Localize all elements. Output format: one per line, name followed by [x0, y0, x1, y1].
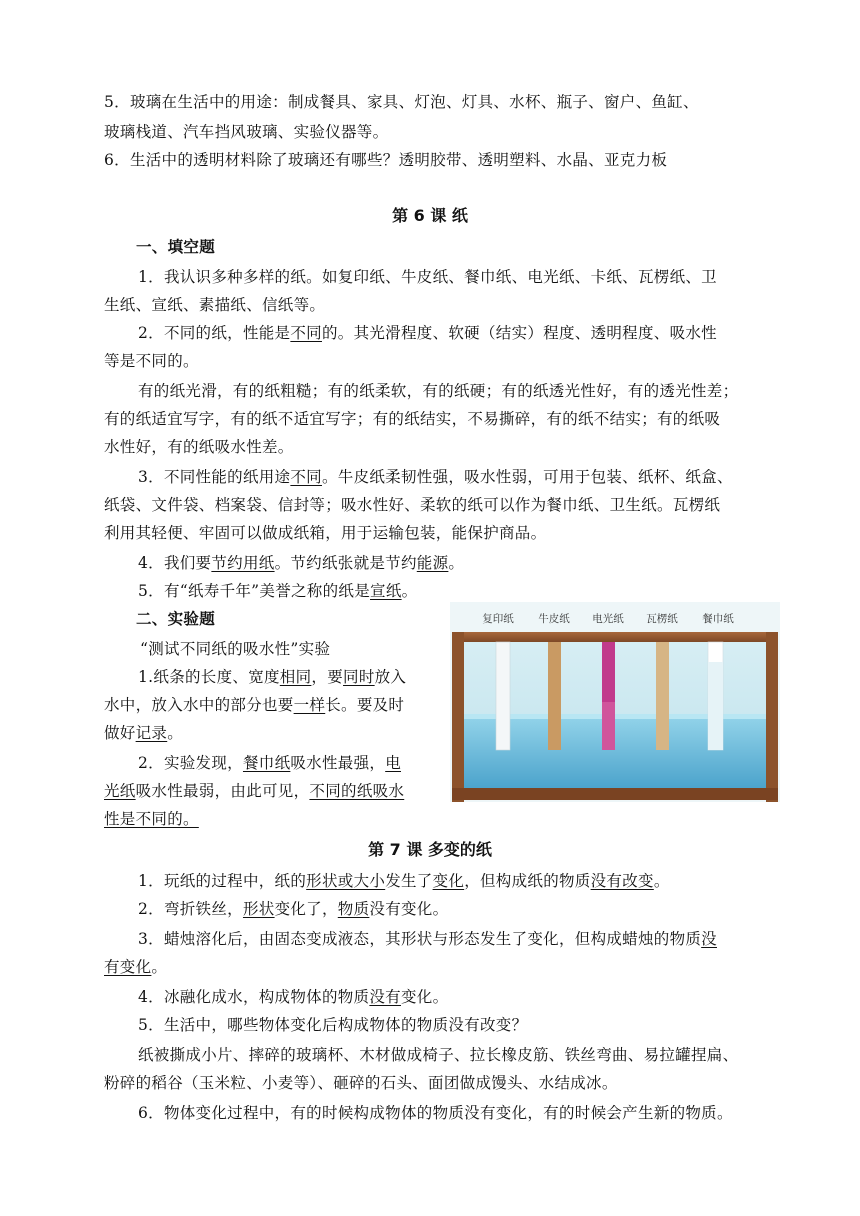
underlined-answer: 一样: [293, 696, 326, 714]
text: 长。要及时: [325, 696, 405, 714]
frame-left: [452, 632, 464, 802]
underlined-answer: 物质: [337, 900, 370, 918]
text: 4．我们要: [138, 554, 212, 572]
glass-uses-line1: 5．玻璃在生活中的用途：制成餐具、家具、灯泡、灯具、水杯、瓶子、窗户、鱼缸、: [104, 93, 699, 111]
underlined-answer: 节约用纸: [211, 554, 275, 572]
lesson6-title: 第 6 课 纸: [392, 206, 468, 225]
text: 变化了，: [274, 900, 338, 918]
frame-bottom: [452, 788, 778, 800]
l6-para-line1: 有的纸光滑，有的纸粗糙；有的纸柔软，有的纸硬；有的纸透光性好，有的透光性差；: [138, 382, 739, 400]
underlined-answer: 性是不同的。: [104, 810, 199, 828]
l6-item3-line2: 纸袋、文件袋、档案袋、信封等；吸水性好、柔软的纸可以作为餐巾纸、卫生纸。瓦楞纸: [104, 496, 721, 514]
underlined-answer: 光纸: [104, 782, 136, 800]
l6-item2-line2: 等是不同的。: [104, 352, 199, 370]
text: ，但构成纸的物质: [464, 872, 591, 890]
glossy-paper-strip-top: [602, 642, 615, 702]
frame-right: [766, 632, 778, 802]
text: 吸水性最强，: [290, 754, 386, 772]
label-napkin-paper: 餐巾纸: [702, 613, 734, 625]
napkin-wet-portion: [708, 662, 723, 750]
underlined-answer: 不同: [290, 468, 322, 486]
underlined-answer: 相同: [279, 668, 312, 686]
text: 1.纸条的长度、宽度: [138, 668, 280, 686]
l7-item6: 6．物体变化过程中，有的时候构成物体的物质没有变化，有的时候会产生新的物质。: [138, 1104, 733, 1122]
text: 变化。: [400, 988, 449, 1006]
underlined-answer: 不同: [290, 324, 322, 342]
l6-item2-line1: [138, 318, 818, 348]
paper-absorbency-illustration: [450, 602, 780, 802]
l7-item4: [138, 982, 818, 1012]
text: 水中，放入水中的部分也要: [104, 696, 294, 714]
underlined-answer: 宣纸: [370, 582, 402, 600]
experiment-title: “测试不同纸的吸水性”实验: [140, 640, 331, 658]
underlined-answer: 形状: [242, 900, 275, 918]
corrugated-paper-strip: [656, 642, 669, 750]
underlined-answer: 能源: [416, 554, 449, 572]
text: 。: [401, 582, 418, 600]
text: 的。其光滑程度、软硬（结实）程度、透明程度、吸水性: [321, 324, 717, 342]
text: 3．蜡烛溶化后，由固态变成液态，其形状与形态发生了变化，但构成蜡烛的物质: [138, 930, 702, 948]
text: 1．玩纸的过程中，纸的: [138, 872, 307, 890]
fill-blank-heading: 一、填空题: [136, 238, 216, 256]
l6-para-line3: 水性好，有的纸吸水性差。: [104, 438, 294, 456]
glass-uses-line2: 玻璃栈道、汽车挡风玻璃、实验仪器等。: [104, 123, 389, 141]
text: 做好: [104, 724, 136, 742]
underlined-answer: 餐巾纸: [242, 754, 291, 772]
l7-item2: [138, 894, 818, 924]
l7-para-line2: 粉碎的稻谷（玉米粒、小麦等）、砸碎的石头、面团做成馒头、水结成冰。: [104, 1074, 618, 1092]
text: 放入: [374, 668, 407, 686]
underlined-answer: 同时: [343, 668, 375, 686]
l6-para-line2: 有的纸适宜写字，有的纸不适宜写字；有的纸结实，不易撕碎，有的纸不结实；有的纸吸: [104, 410, 721, 428]
text: 4．冰融化成水，构成物体的物质: [138, 988, 370, 1006]
text: ，要: [311, 668, 344, 686]
label-kraft-paper: 牛皮纸: [538, 613, 570, 625]
text: 。: [151, 958, 168, 976]
underlined-answer: 变化: [432, 872, 465, 890]
text: 没有变化。: [369, 900, 449, 918]
water-tank-figure: [450, 602, 780, 802]
l6-item4: [138, 548, 818, 578]
l7-item5: 5．生活中，哪些物体变化后构成物体的物质没有改变？: [138, 1016, 528, 1034]
underlined-answer: 电: [385, 754, 401, 772]
l6-item1-line1: 1．我认识多种多样的纸。如复印纸、牛皮纸、餐巾纸、电光纸、卡纸、瓦楞纸、卫: [138, 268, 717, 286]
l7-item3-line1: [138, 924, 818, 954]
transparent-materials-line: 6．生活中的透明材料除了玻璃还有哪些？透明胶带、透明塑料、水晶、亚克力板: [104, 151, 668, 169]
l6-item3-line1: [138, 462, 818, 492]
l6-item3-line3: 利用其轻便、牢固可以做成纸箱，用于运输包装，能保护商品。: [104, 524, 547, 542]
text: 发生了: [385, 872, 433, 890]
copy-paper-strip: [496, 642, 510, 750]
underlined-answer: 不同的纸吸水: [309, 782, 405, 800]
underlined-answer: 没有改变: [590, 872, 654, 890]
text: 。节约纸张就是节约: [274, 554, 417, 572]
text: 。: [653, 872, 670, 890]
text: 2．弯折铁丝，: [138, 900, 243, 918]
text: 。: [448, 554, 465, 572]
underlined-answer: 没: [701, 930, 717, 948]
underlined-answer: 没有: [369, 988, 401, 1006]
underlined-answer: 记录: [135, 724, 168, 742]
l6-item1-line2: 生纸、宣纸、素描纸、信纸等。: [104, 296, 326, 314]
l7-item3-line2: [104, 952, 784, 982]
label-glossy-paper: 电光纸: [592, 613, 624, 625]
frame-top: [452, 632, 778, 642]
text: 5．有“纸寿千年”美誉之称的纸是: [138, 582, 371, 600]
l7-para-line1: 纸被撕成小片、摔碎的玻璃杯、木材做成椅子、拉长橡皮筋、铁丝弯曲、易拉罐捏扁、: [138, 1046, 739, 1064]
underlined-answer: 有变化: [104, 958, 152, 976]
label-corrugated-paper: 瓦楞纸: [646, 613, 678, 625]
kraft-paper-strip: [548, 642, 561, 750]
label-copy-paper: 复印纸: [482, 613, 514, 625]
text: 吸水性最弱，由此可见，: [135, 782, 310, 800]
text: 3．不同性能的纸用途: [138, 468, 291, 486]
text: 。牛皮纸柔韧性强，吸水性弱，可用于包装、纸杯、纸盒、: [321, 468, 733, 486]
lesson7-title: 第 7 课 多变的纸: [368, 840, 492, 859]
experiment-heading: 二、实验题: [136, 610, 216, 628]
text: 。: [167, 724, 184, 742]
exp-item2-line3: [104, 804, 784, 834]
text: 2．实验发现，: [138, 754, 243, 772]
l7-item1: [138, 866, 818, 896]
text: 2．不同的纸，性能是: [138, 324, 291, 342]
underlined-answer: 形状或大小: [306, 872, 386, 890]
